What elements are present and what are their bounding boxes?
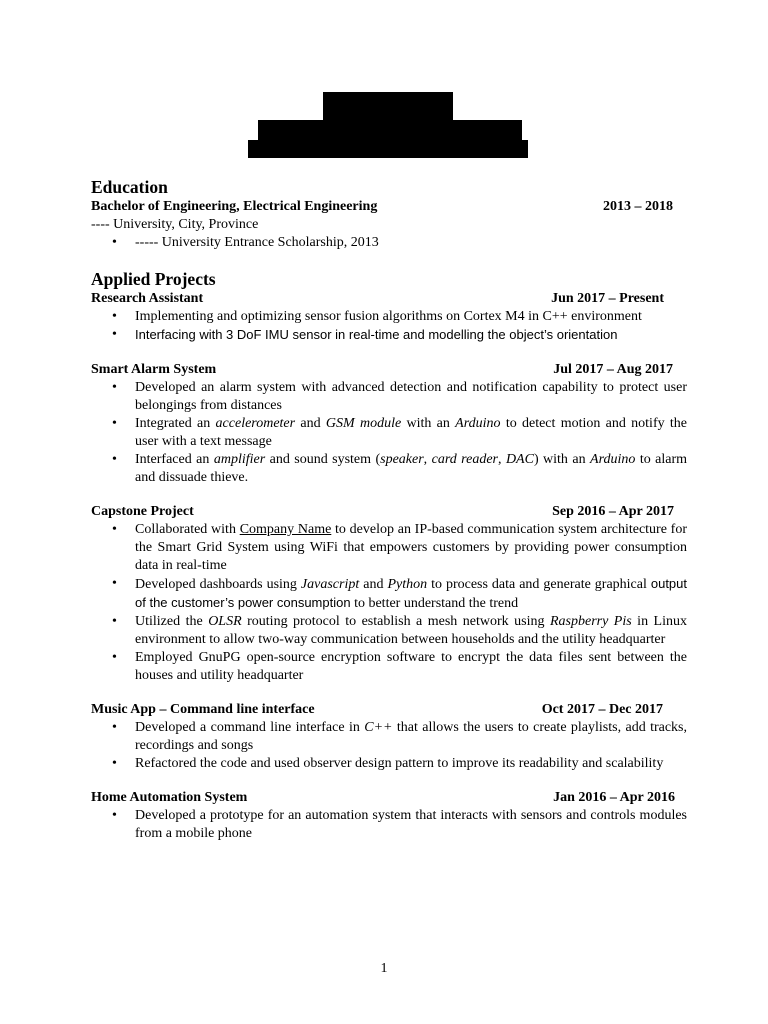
project-name: Music App – Command line interface	[91, 702, 315, 717]
home-bullets	[91, 807, 687, 843]
bullet-icon: •	[112, 327, 117, 342]
education-bullets	[91, 234, 687, 252]
list-item: • Interfaced an amplifier and sound system (speaker, card reader, DAC) with an Arduino to alarm and dissuade thieve.	[112, 452, 688, 485]
project-name: Research Assistant	[91, 291, 204, 306]
project-dates: Jun 2017 – Present	[551, 291, 664, 306]
list-item: • Developed an alarm system with advanced detection and notification capability to protect user belongings from distances	[112, 380, 687, 413]
bullet-icon: •	[112, 452, 117, 467]
project-name: Home Automation System	[91, 790, 248, 805]
section-title-education: Education	[91, 177, 168, 197]
redacted-contact-block	[258, 120, 522, 140]
project-header-alarm	[91, 361, 687, 379]
project-name: Smart Alarm System	[91, 362, 217, 377]
research-bullets	[91, 308, 687, 345]
page-number: 1	[380, 961, 388, 976]
company-name-link: Company Name	[239, 522, 332, 537]
project-header-music	[91, 701, 687, 719]
list-item: • Developed dashboards using Javascript and Python to process data and generate graphical output of the customer’s power consumption to better understand the trend	[112, 576, 688, 611]
project-dates: Jan 2016 – Apr 2016	[553, 790, 675, 805]
redacted-name-block	[323, 92, 453, 120]
project-header-home	[91, 789, 687, 807]
school-line: ---- University, City, Province	[91, 217, 259, 232]
resume-body	[91, 176, 687, 843]
list-item: • Developed a command line interface in C++ that allows the users to create playlists, add tracks, recordings and songs	[112, 720, 688, 753]
project-header-research	[91, 290, 687, 308]
project-dates: Jul 2017 – Aug 2017	[553, 362, 673, 377]
bullet-icon: •	[112, 614, 117, 629]
bullet-icon: •	[112, 576, 117, 591]
list-item: • Developed a prototype for an automation system that interacts with sensors and controls modules from a mobile phone	[112, 808, 687, 841]
list-item: • Employed GnuPG open-source encryption software to encrypt the data files sent between the houses and utility headquarter	[112, 650, 687, 683]
list-item: • Interfacing with 3 DoF IMU sensor in real-time and modelling the object’s orientation	[112, 327, 618, 342]
alarm-bullets	[91, 379, 687, 487]
bullet-icon: •	[112, 380, 117, 395]
bullet-icon: •	[112, 756, 117, 771]
project-dates: Oct 2017 – Dec 2017	[541, 702, 663, 717]
education-degree-row	[91, 198, 687, 216]
list-item: • ----- University Entrance Scholarship, 2013	[112, 235, 379, 250]
project-header-capstone	[91, 503, 687, 521]
list-item: • Utilized the OLSR routing protocol to establish a mesh network using Raspberry Pis in Linux environment to allow two-way communication between households and the utility headquarter	[112, 614, 687, 647]
list-item: • Collaborated with Company Name to develop an IP-based communication system architecture for the Smart Grid System using WiFi that empowers customers by providing power consumption data in real-time	[112, 522, 687, 573]
section-title-projects: Applied Projects	[91, 269, 216, 289]
bullet-icon: •	[112, 808, 117, 823]
degree-name: Bachelor of Engineering, Electrical Engineering	[91, 199, 378, 214]
music-bullets	[91, 719, 687, 773]
capstone-bullets	[91, 521, 687, 685]
bullet-icon: •	[112, 720, 117, 735]
project-dates: Sep 2016 – Apr 2017	[552, 504, 674, 519]
bullet-icon: •	[112, 650, 117, 665]
list-item: • Integrated an accelerometer and GSM module with an Arduino to detect motion and notify the user with a text message	[112, 416, 687, 449]
list-item: • Refactored the code and used observer design pattern to improve its readability and scalability	[112, 756, 664, 771]
bullet-icon: •	[112, 522, 117, 537]
list-item: • Implementing and optimizing sensor fusion algorithms on Cortex M4 in C++ environment	[112, 309, 642, 324]
redacted-contact-block-2	[248, 140, 528, 158]
bullet-icon: •	[112, 309, 117, 324]
degree-dates: 2013 – 2018	[603, 199, 673, 214]
project-name: Capstone Project	[91, 504, 194, 519]
bullet-icon: •	[112, 235, 117, 250]
bullet-icon: •	[112, 416, 117, 431]
